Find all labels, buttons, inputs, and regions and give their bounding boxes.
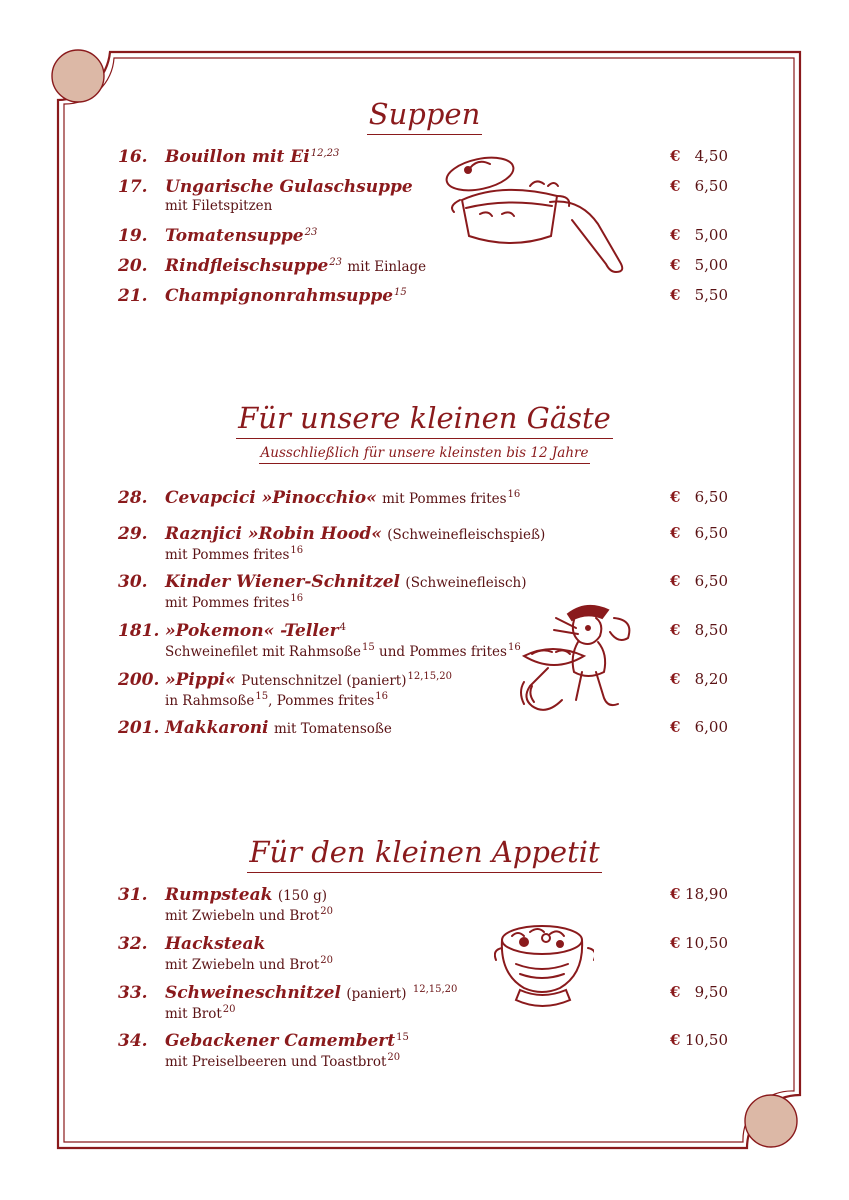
currency-symbol: € — [670, 147, 681, 165]
menu-item: 32. Hacksteak mit Zwiebeln und Brot$^{20}$ € 10,50 — [118, 934, 728, 973]
menu-item: 28. Cevapcici »Pinocchio« mit Pommes frites$^{16}$ € 6,50 — [118, 488, 728, 508]
price: 5,00 — [694, 256, 728, 274]
price: 9,50 — [694, 983, 728, 1001]
currency-symbol: € — [670, 177, 681, 195]
currency-symbol: € — [670, 286, 681, 304]
price: 4,50 — [694, 147, 728, 165]
soup-pot-icon — [440, 150, 630, 280]
menu-item: 20. Rindfleischsuppe$^{23}$ mit Einlage € 5,00 — [118, 256, 728, 276]
price: 6,50 — [694, 177, 728, 195]
menu-item: 29. Raznjici »Robin Hood« (Schweinefleischspieß) mit Pommes frites$^{16}$ € 6,50 — [118, 524, 728, 563]
currency-symbol: € — [670, 621, 681, 639]
menu-item: 21. Champignonrahmsuppe$^{15}$ € 5,50 — [118, 286, 728, 306]
chef-character-icon — [518, 602, 638, 720]
price: 6,00 — [694, 718, 728, 736]
price: 10,50 — [685, 934, 728, 952]
menu-item: 31. Rumpsteak (150 g) mit Zwiebeln und Brot$^{20}$ € 18,90 — [118, 885, 728, 924]
menu-item: 34. Gebackener Camembert$^{15}$ mit Preiselbeeren und Toastbrot$^{20}$ € 10,50 — [118, 1031, 728, 1070]
menu-item: 33. Schweineschnitzel (paniert) $^{12,15,20}$ mit Brot$^{20}$ € 9,50 — [118, 983, 728, 1022]
currency-symbol: € — [670, 670, 681, 688]
currency-symbol: € — [670, 885, 681, 903]
currency-symbol: € — [670, 226, 681, 244]
currency-symbol: € — [670, 256, 681, 274]
menu-item: 17. Ungarische Gulaschsuppe mit Filetspitzen € 6,50 — [118, 177, 728, 214]
corner-ornament-bottom-right — [745, 1095, 797, 1147]
section-title-appetit: Für den kleinen Appetit — [0, 838, 849, 867]
stew-pot-icon — [494, 920, 594, 1012]
currency-symbol: € — [670, 1031, 681, 1049]
menu-item: 181. »Pokemon« -Teller$^4$ Schweinefilet mit Rahmsoße$^{15}$ und Pommes frites$^{16}$ € 8,50 — [118, 621, 728, 660]
price: 8,20 — [694, 670, 728, 688]
price: 18,90 — [685, 885, 728, 903]
currency-symbol: € — [670, 488, 681, 506]
price: 5,00 — [694, 226, 728, 244]
menu-item: 16. Bouillon mit Ei$^{12,23}$ € 4,50 — [118, 147, 728, 167]
price: 10,50 — [685, 1031, 728, 1049]
section-subtitle: Ausschließlich für unsere kleinsten bis 12 Jahre — [0, 445, 849, 461]
price: 8,50 — [694, 621, 728, 639]
corner-ornament-top-left — [52, 50, 104, 102]
currency-symbol: € — [670, 524, 681, 542]
currency-symbol: € — [670, 934, 681, 952]
menu-item: 200. »Pippi« Putenschnitzel (paniert)$^{12,15,20}$ in Rahmsoße$^{15}$, Pommes frites$^{16}$ € 8,20 — [118, 670, 728, 709]
section-title-suppen: Suppen — [0, 100, 849, 129]
menu-item: 201. Makkaroni mit Tomatensoße € 6,00 — [118, 718, 728, 738]
price: 5,50 — [694, 286, 728, 304]
price: 6,50 — [694, 572, 728, 590]
currency-symbol: € — [670, 983, 681, 1001]
currency-symbol: € — [670, 718, 681, 736]
menu-item: 19. Tomatensuppe$^{23}$ € 5,00 — [118, 226, 728, 246]
currency-symbol: € — [670, 572, 681, 590]
price: 6,50 — [694, 524, 728, 542]
price: 6,50 — [694, 488, 728, 506]
section-title-kinder: Für unsere kleinen Gäste — [0, 404, 849, 433]
menu-item: 30. Kinder Wiener-Schnitzel (Schweinefleisch) mit Pommes frites$^{16}$ € 6,50 — [118, 572, 728, 611]
